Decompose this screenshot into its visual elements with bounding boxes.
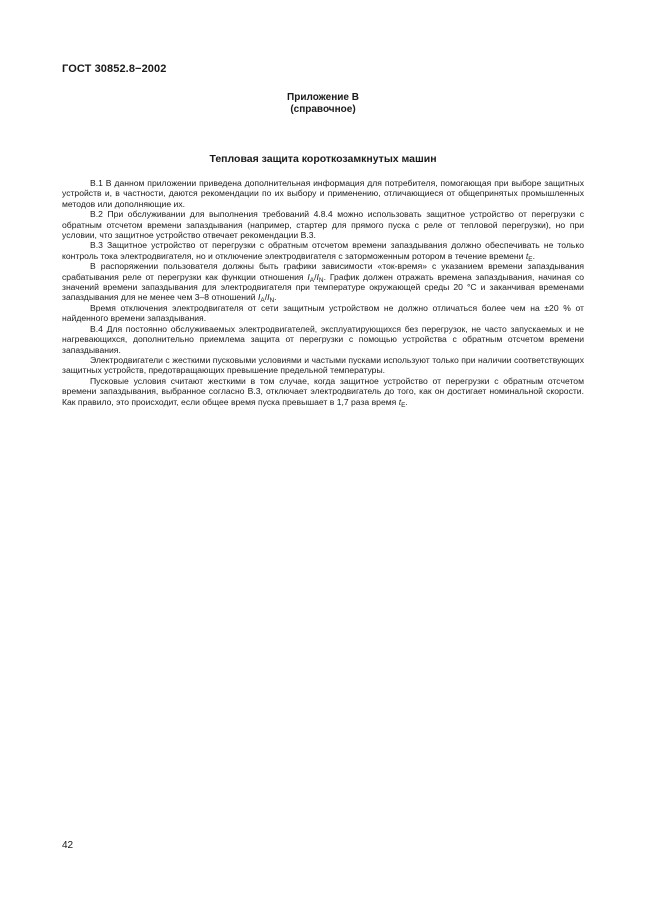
paragraph-b4: В.4 Для постоянно обслуживаемых электродвигателей, эксплуатирующихся без перегрузок, не часто запускаемых и не нагревающихся, дополнительно приемлема защита от перегрузки с помощью устройства с обратным отсчетом времени запаздывания. [62,323,584,355]
current-variable: I [316,271,319,282]
paragraph-b3 [62,240,584,261]
annex-status: (справочное) [290,104,356,115]
paragraph-b3-graphs-text-a: В распоряжении пользователя должны быть графики зависимости «ток-время» с указанием времени запаздывания срабатывания реле от перегрузки как функции отношения [62,261,584,282]
document-body [62,178,584,407]
ratio-slash: / [264,292,268,303]
current-subscript: N [269,297,275,305]
time-variable-subscript: E [401,401,406,409]
paragraph-b2: В.2 При обслуживании для выполнения требований 4.8.4 можно использовать защитное устройство от перегрузки с обратным отсчетом времени запаздывания (например, стартер для прямого пуска с реле от тепловой перегрузки), но при условии, что защитное устройство отвечает рекомендации В.3. [62,209,584,241]
paragraph-b3-text: В.3 Защитное устройство от перегрузки с обратным отсчетом времени запаздывания должно обеспечивать не только контроль тока электродвигателя, но и отключение электродвигателя с заторможенным ротором в течение времени [62,240,584,261]
time-variable: t [398,396,402,407]
paragraph-b4-start-conditions [62,376,584,407]
current-subscript: A [309,276,315,284]
current-variable: I [267,292,270,303]
paragraph-b3-graphs-text-b: . График должен отражать времена запаздывания, начиная со значений времени запаздывания для электродвигателя при температуре окружающей среды 20 °С и заканчивая временами запаздывания для не менее чем 3–8 отношений [62,271,584,303]
paragraph-b4-start-conditions-text: Пусковые условия считают жесткими в том случае, когда защитное устройство от перегрузки с обратным отсчетом времени запаздывания, выбранное согласно В.3, отключает электродвигатель до того, как он достигает номинальной скорости. Как правило, это происходит, если общее время пуска превышает в 1,7 раза время [62,375,584,407]
time-variable: t [525,250,529,261]
paragraph-b3-graphs [62,261,584,303]
annex-heading [0,92,646,116]
punctuation: . [532,250,535,261]
paragraph-b4-heavy-start: Электродвигатели с жесткими пусковыми условиями и частыми пусками используют только при наличии соответствующих защитных устройств, предотвращающих превышение предельной температуры. [62,354,584,376]
paragraph-b1: В.1 В данном приложении приведена дополнительная информация для потребителя, помогающая при выборе защитных устройств и, в частности, даются рекомендации по их выбору и применению, отличающиеся от общепринятых промышленных методов или дополняющие их. [62,178,584,209]
ratio-slash: / [314,271,317,282]
paragraph-b3-tolerance: Время отключения электродвигателя от сети защитным устройством не должно отличаться более чем на ±20 % от найденного времени запаздывания. [62,302,584,324]
current-subscript: A [260,297,265,305]
punctuation: . [274,292,277,303]
annex-title: Приложение В [287,92,359,103]
time-variable-subscript: E [528,255,533,263]
document-code-header: ГОСТ 30852.8−2002 [62,63,167,75]
punctuation: . [405,396,408,407]
current-subscript: N [318,276,324,284]
current-variable: I [257,292,261,303]
current-variable: I [307,271,310,282]
section-title: Тепловая защита короткозамкнутых машин [209,153,437,165]
page-number: 42 [62,840,74,851]
